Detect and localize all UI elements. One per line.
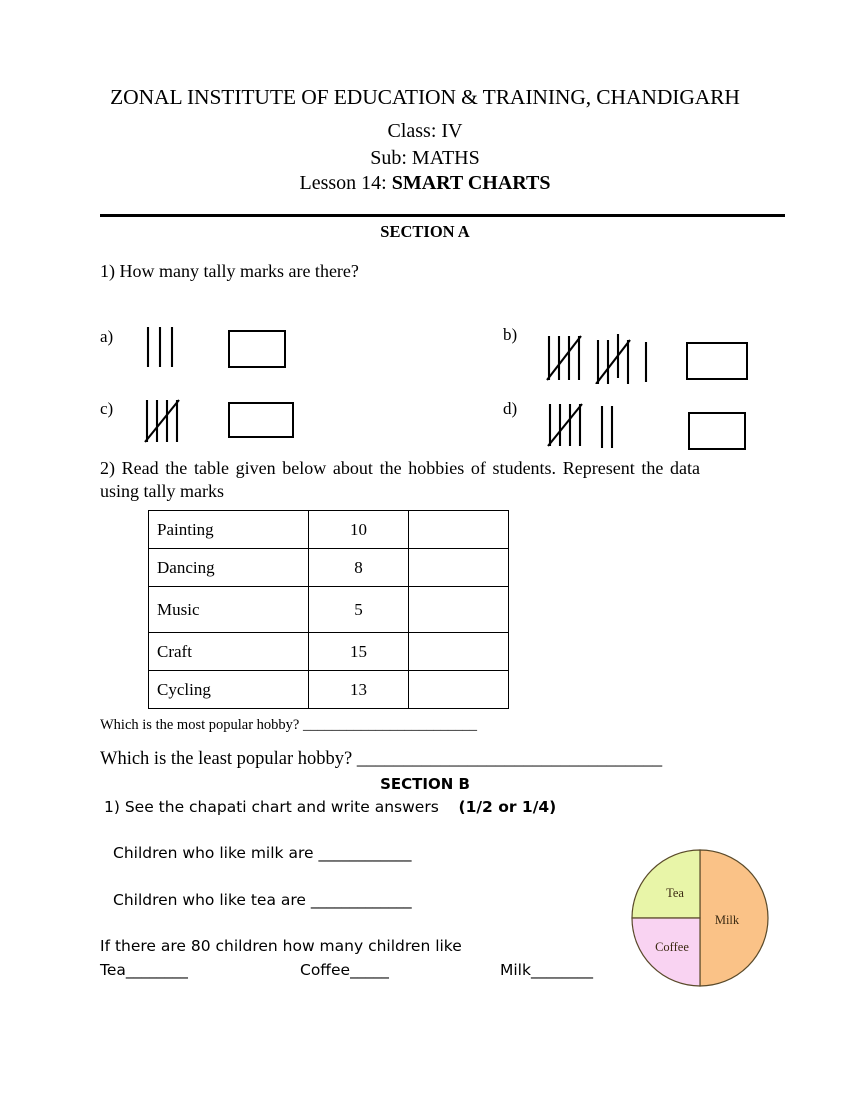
- total-milk-blank[interactable]: ________: [530, 961, 593, 979]
- hobby-tally-cell[interactable]: [409, 587, 509, 633]
- section-b-q1-prefix: 1) See the chapati chart and write answers: [104, 798, 439, 816]
- answer-box-b[interactable]: [686, 342, 748, 380]
- hobbies-table-body: [149, 511, 509, 709]
- table-row: [149, 671, 509, 709]
- class-line: Class: IV: [387, 120, 463, 142]
- least-popular-question: [100, 749, 662, 770]
- subject-line: Sub: MATHS: [370, 147, 480, 169]
- total-tea-label: Tea: [100, 961, 126, 979]
- tally-marks-c: [143, 398, 193, 446]
- tally-marks-a: [143, 324, 189, 370]
- tally-marks-b: [546, 334, 668, 384]
- section-a-heading: SECTION A: [380, 222, 470, 241]
- answer-box-a[interactable]: [228, 330, 286, 368]
- tally-label-b: b): [503, 325, 518, 344]
- hobbies-table: [148, 510, 509, 709]
- total-coffee-field: [300, 961, 389, 979]
- pie-slice-tea: [632, 850, 700, 918]
- total-tea-field: [100, 961, 188, 979]
- tea-prompt: [113, 891, 412, 909]
- hobby-count: 15: [309, 633, 409, 671]
- total-milk-field: [500, 961, 593, 979]
- total-children-question: If there are 80 children how many children like: [100, 937, 462, 955]
- least-popular-label: Which is the least popular hobby?: [100, 749, 353, 769]
- most-popular-label: Which is the most popular hobby?: [100, 717, 300, 733]
- hobby-name: Music: [149, 587, 309, 633]
- hobby-count: 5: [309, 587, 409, 633]
- tally-label-d: d): [503, 399, 518, 418]
- hobby-tally-cell[interactable]: [409, 511, 509, 549]
- section-b-q1-hint: (1/2 or 1/4): [458, 798, 557, 816]
- hobby-count: 8: [309, 549, 409, 587]
- lesson-prefix: Lesson 14:: [299, 172, 392, 194]
- question-1-text: 1) How many tally marks are there?: [100, 261, 359, 281]
- pie-label-milk: Milk: [714, 913, 740, 927]
- tea-prompt-blank[interactable]: _____________: [310, 891, 412, 909]
- hobby-tally-cell[interactable]: [409, 671, 509, 709]
- total-coffee-label: Coffee: [300, 961, 351, 979]
- header-divider: [100, 214, 785, 217]
- pie-label-coffee: Coffee: [655, 940, 689, 954]
- hobby-tally-cell[interactable]: [409, 549, 509, 587]
- total-tea-blank[interactable]: ________: [125, 961, 188, 979]
- section-b-heading: SECTION B: [380, 775, 470, 793]
- pie-chart-svg: [630, 848, 770, 988]
- total-milk-label: Milk: [500, 961, 531, 979]
- hobby-tally-cell[interactable]: [409, 633, 509, 671]
- milk-prompt-blank[interactable]: ____________: [318, 844, 412, 862]
- milk-prompt-label: Children who like milk are: [113, 844, 314, 862]
- pie-label-tea: Tea: [666, 886, 684, 900]
- table-row: [149, 633, 509, 671]
- lesson-line: [0, 172, 850, 195]
- institute-title: ZONAL INSTITUTE OF EDUCATION & TRAINING, CHANDIGARH: [110, 85, 740, 109]
- total-coffee-blank[interactable]: _____: [350, 961, 389, 979]
- tea-prompt-label: Children who like tea are: [113, 891, 306, 909]
- hobby-name: Craft: [149, 633, 309, 671]
- section-b-question-1: [104, 798, 556, 816]
- most-popular-question: [100, 717, 477, 734]
- lesson-title: SMART CHARTS: [391, 172, 551, 194]
- chapati-pie-chart: [630, 848, 770, 988]
- hobby-count: 10: [309, 511, 409, 549]
- question-2-text: 2) Read the table given below about the hobbies of students. Represent the data using tally marks: [100, 458, 700, 502]
- answer-box-d[interactable]: [688, 412, 746, 450]
- most-popular-blank[interactable]: ________________________: [302, 717, 477, 733]
- answer-box-c[interactable]: [228, 402, 294, 438]
- hobby-count: 13: [309, 671, 409, 709]
- tally-label-a: a): [100, 327, 114, 346]
- hobby-name: Painting: [149, 511, 309, 549]
- table-row: [149, 511, 509, 549]
- tally-marks-d: [546, 402, 626, 450]
- hobby-name: Cycling: [149, 671, 309, 709]
- hobby-name: Dancing: [149, 549, 309, 587]
- table-row: [149, 587, 509, 633]
- least-popular-blank[interactable]: _________________________________: [356, 749, 663, 769]
- tally-label-c: c): [100, 399, 114, 418]
- table-row: [149, 549, 509, 587]
- milk-prompt: [113, 844, 411, 862]
